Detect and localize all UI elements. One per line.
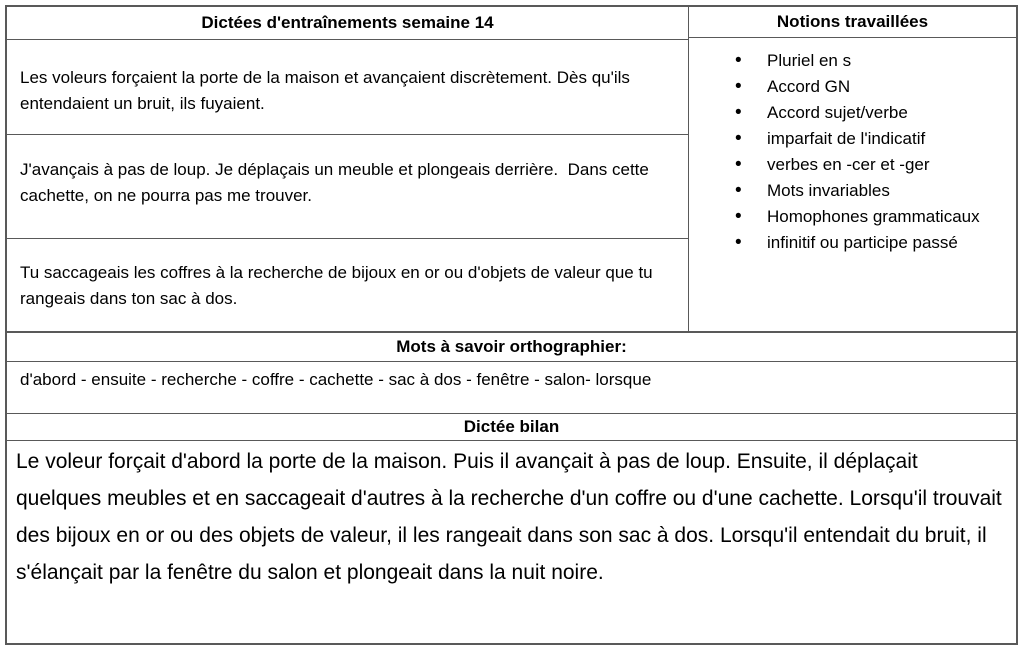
notion-item: • Homophones grammaticaux [689,204,1016,230]
notion-item: • verbes en -cer et -ger [689,152,1016,178]
notions-list [689,38,1016,256]
notion-item: • Accord sujet/verbe [689,100,1016,126]
dictation-text-3: Tu saccageais les coffres à la recherche de bijoux en or ou d'objets de valeur que tu rangeais dans ton sac à dos. [20,263,658,308]
training-dictations-header: Dictées d'entraînements semaine 14 [7,7,688,40]
notion-item: • Mots invariables [689,178,1016,204]
dictation-worksheet-table [5,5,1018,645]
notion-item: • Accord GN [689,74,1016,100]
top-section [7,7,1016,333]
words-to-spell-header: Mots à savoir orthographier: [7,333,1016,362]
dictation-text-1: Les voleurs forçaient la porte de la maison et avançaient discrètement. Dès qu'ils entendaient un bruit, ils fuyaient. [7,40,688,135]
notion-item: • imparfait de l'indicatif [689,126,1016,152]
dictations-column [7,7,689,331]
final-dictation-header: Dictée bilan [7,414,1016,441]
final-dictation-text: Le voleur forçait d'abord la porte de la maison. Puis il avançait à pas de loup. Ensuite, il déplaçait quelques meubles et en saccageait d'autres à la recherche d'un coffre ou d'une cachette. Lorsqu'il trouvait des bijoux en or ou des objets de valeur, il les rangeait dans son sac à dos. Lorsqu'il entendait du bruit, il s'élançait par la fenêtre du salon et plongeait dans la nuit noire. [16,450,1002,584]
dictation-text-2: J'avançais à pas de loup. Je déplaçais un meuble et plongeais derrière. Dans cette cachette, on ne pourra pas me trouver. [7,135,688,239]
notions-column [689,7,1016,331]
notion-item: • infinitif ou participe passé [689,230,1016,256]
notion-item: • Pluriel en s [689,48,1016,74]
words-to-spell-list: d'abord - ensuite - recherche - coffre - cachette - sac à dos - fenêtre - salon- lorsque [7,362,1016,414]
notions-header: Notions travaillées [689,7,1016,38]
